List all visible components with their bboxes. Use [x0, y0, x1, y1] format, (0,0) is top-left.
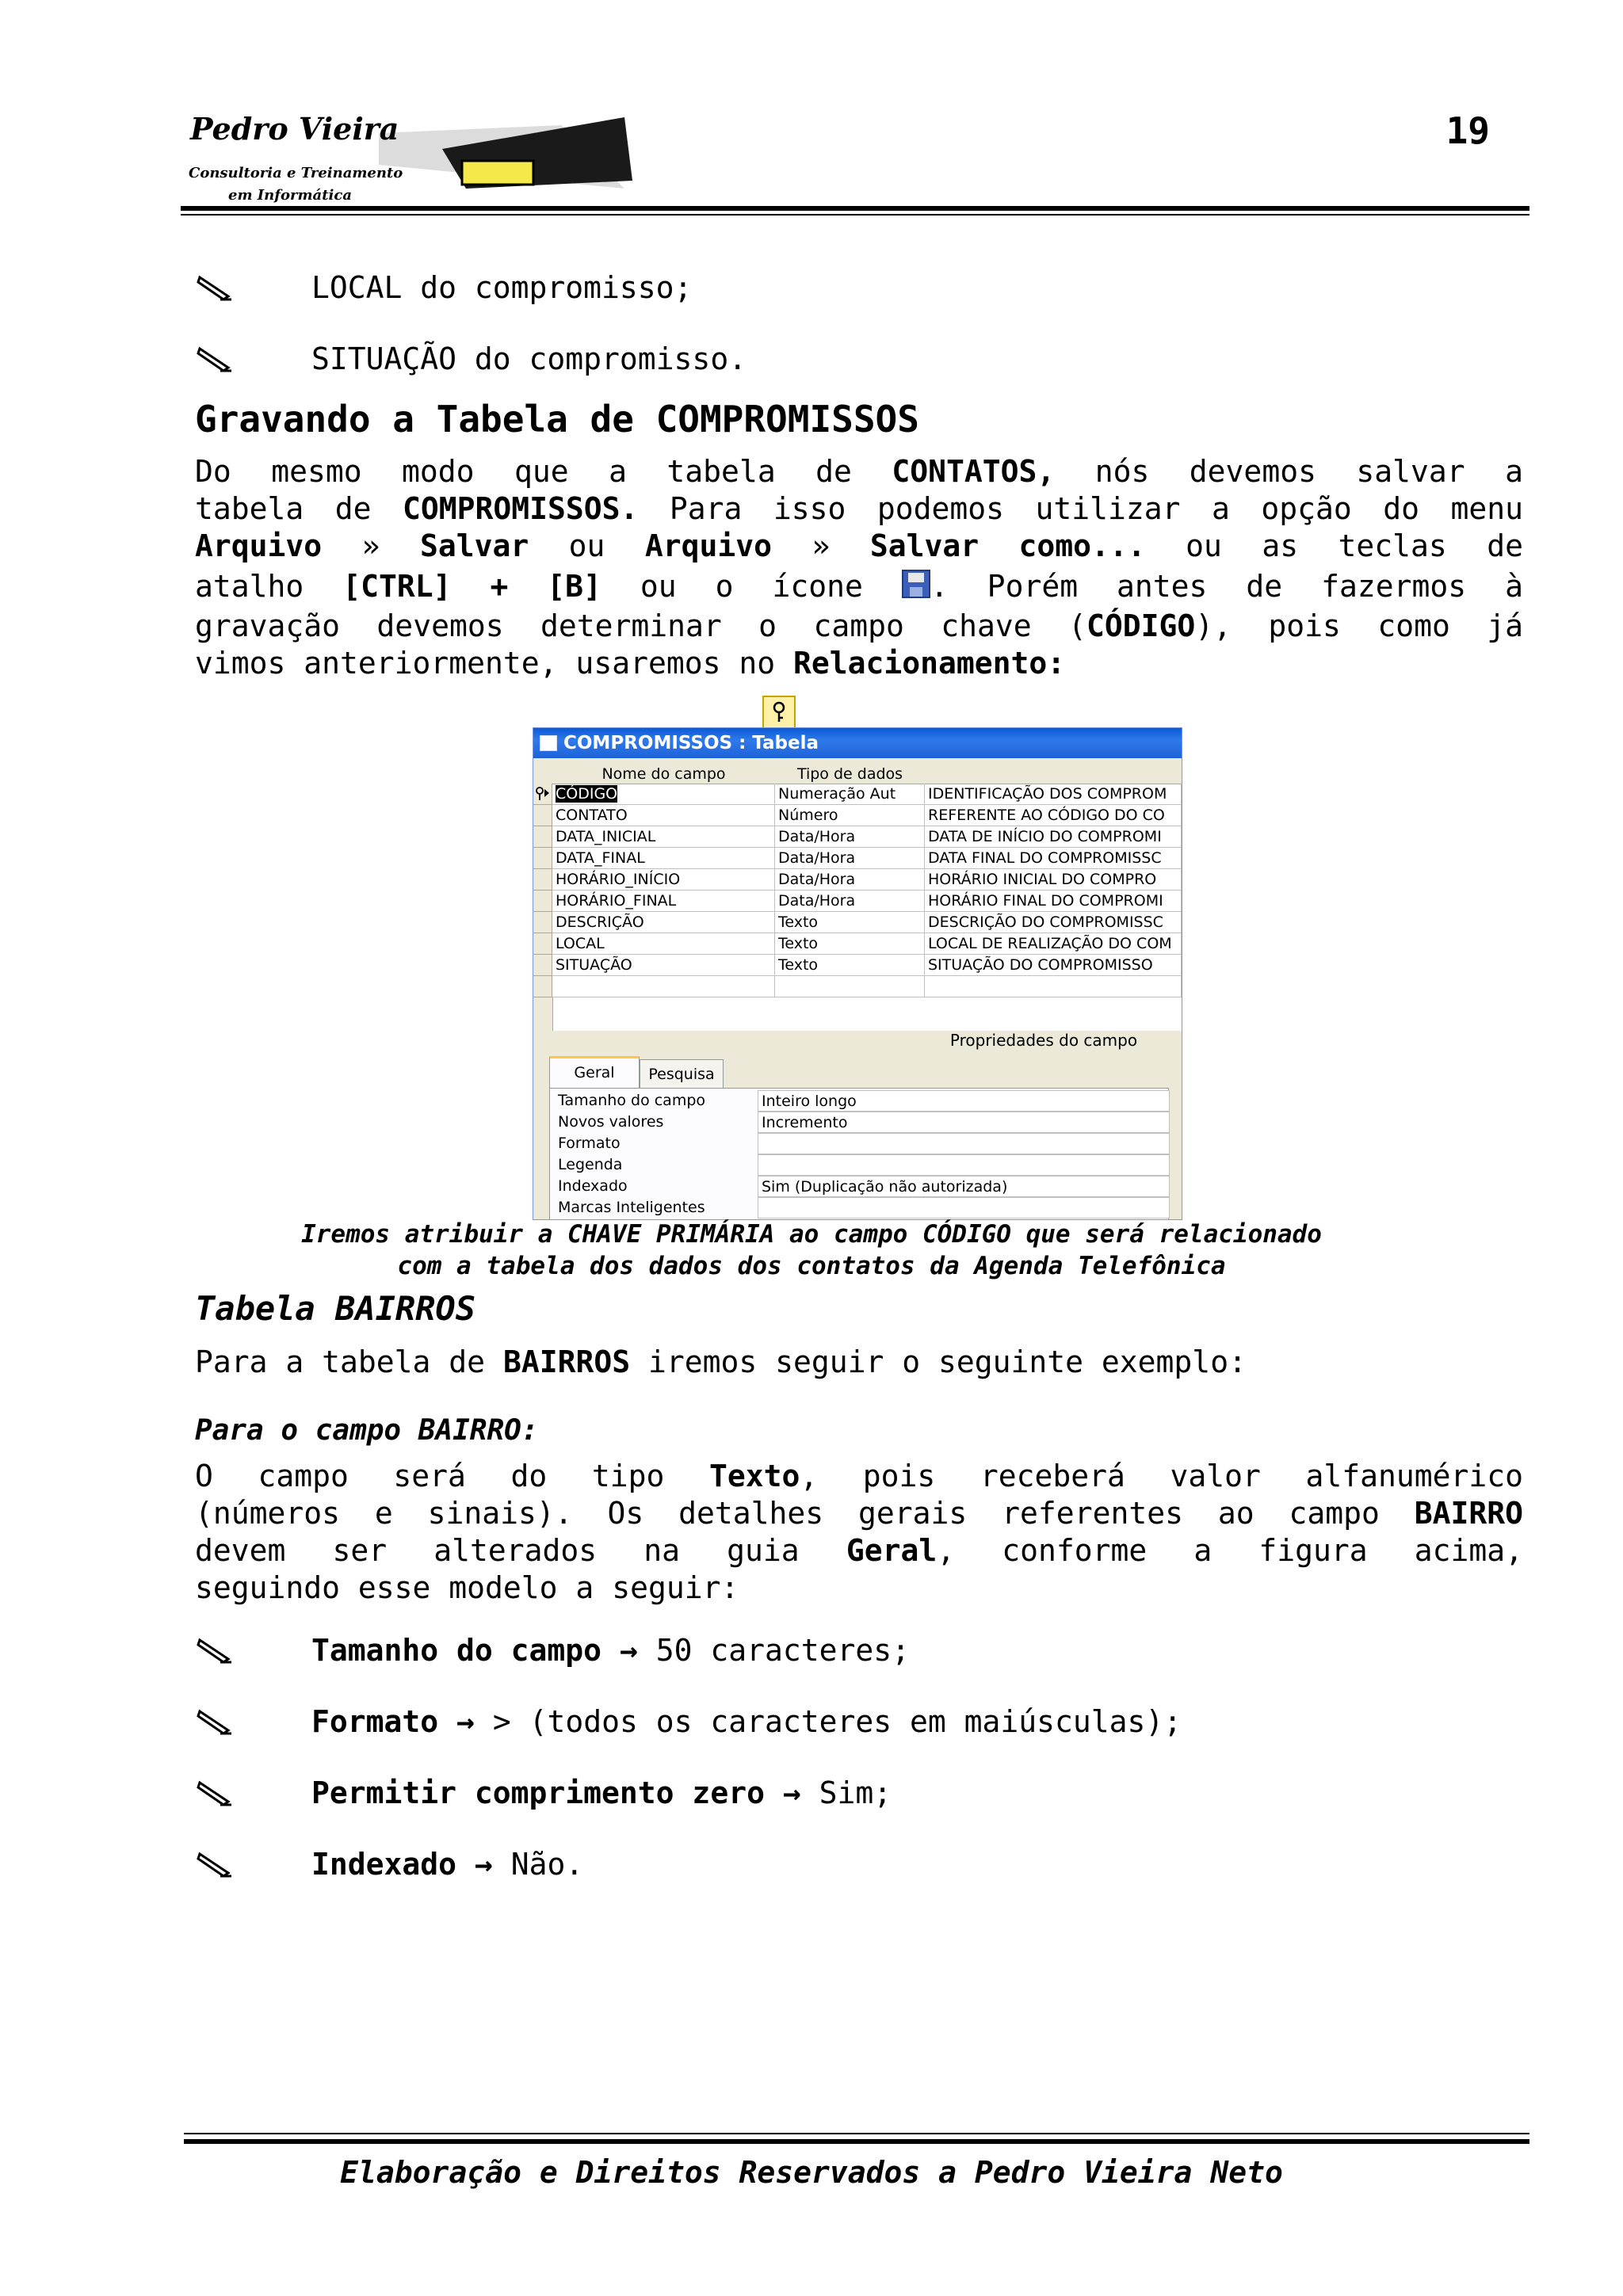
description-cell[interactable]: DESCRIÇÃO DO COMPROMISSC [925, 912, 1182, 933]
bullet-item [197, 1707, 235, 1741]
property-value[interactable] [758, 1154, 1170, 1176]
row-selector[interactable] [533, 848, 552, 869]
arrow-right-icon: → [474, 1847, 493, 1882]
figure-caption [206, 1219, 1417, 1282]
field-properties-title: Propriedades do campo [949, 1031, 1138, 1050]
row-selector[interactable] [533, 805, 552, 826]
bullet-text: LOCAL do compromisso; [311, 270, 693, 305]
bullet-item [197, 1778, 235, 1813]
description-cell[interactable]: DATA FINAL DO COMPROMISSC [925, 848, 1182, 869]
field-name-cell[interactable]: HORÁRIO_FINAL [552, 891, 775, 912]
data-type-cell[interactable]: Texto [775, 912, 925, 933]
properties-tabs [549, 1059, 1182, 1219]
row-selector[interactable] [533, 933, 552, 955]
description-cell[interactable]: DATA DE INÍCIO DO COMPROMI [925, 826, 1182, 848]
paragraph [195, 453, 1523, 682]
data-type-cell[interactable]: Data/Hora [775, 826, 925, 848]
bullet-text: Tamanho do campo → 50 caracteres; [311, 1633, 910, 1668]
arrow-right-icon: → [456, 1704, 475, 1739]
field-name-cell[interactable]: CONTATO [552, 805, 775, 826]
logo-name: Pedro Vieira [190, 111, 399, 147]
data-type-cell[interactable]: Data/Hora [775, 869, 925, 891]
footer-rule-thin [184, 2133, 1529, 2134]
field-name-cell[interactable]: DATA_INICIAL [552, 826, 775, 848]
data-type-cell[interactable]: Texto [775, 933, 925, 955]
paragraph-line: atalho [CTRL] + [B] ou o ícone . Porém antes de fazermos à [195, 569, 1523, 604]
logo-tagline-1: Consultoria e Treinamento [189, 165, 403, 181]
access-table-design-window[interactable] [533, 727, 1182, 1220]
data-type-cell[interactable]: Data/Hora [775, 848, 925, 869]
property-label: Formato [558, 1135, 621, 1152]
paragraph [195, 1458, 1523, 1607]
pencil-icon [197, 273, 235, 304]
property-value[interactable] [758, 1133, 1170, 1154]
field-name-cell[interactable]: SITUAÇÃO [552, 955, 775, 976]
general-properties-panel [549, 1088, 1169, 1220]
row-selector[interactable] [533, 891, 552, 912]
pencil-icon [197, 1707, 235, 1738]
paragraph-line: vimos anteriormente, usaremos no Relacionamento: [195, 646, 1066, 681]
property-label: Tamanho do campo [558, 1092, 706, 1109]
row-selector[interactable] [533, 826, 552, 848]
section-heading: Gravando a Tabela de COMPROMISSOS [195, 398, 919, 441]
bullet-item [197, 273, 235, 307]
column-header-field-name[interactable]: Nome do campo [552, 765, 776, 784]
data-type-cell[interactable]: Texto [775, 955, 925, 976]
key-icon [533, 784, 551, 803]
field-name-cell[interactable]: LOCAL [552, 933, 775, 955]
subheading: Para o campo BAIRRO: [195, 1414, 539, 1447]
empty-cell[interactable] [775, 976, 925, 997]
paragraph-line: tabela de COMPROMISSOS. Para isso podemos utilizar a opção do menu [195, 491, 1523, 526]
row-selector[interactable] [533, 912, 552, 933]
bullet-text: SITUAÇÃO do compromisso. [311, 341, 747, 376]
field-name-cell[interactable]: DATA_FINAL [552, 848, 775, 869]
property-value[interactable]: Incremento [758, 1112, 1170, 1133]
pencil-icon [197, 1849, 235, 1881]
page-number: 19 [1445, 109, 1490, 152]
pencil-icon [197, 344, 235, 376]
row-selector-empty[interactable] [533, 976, 552, 997]
caption-line: com a tabela dos dados dos contatos da Agenda Telefônica [397, 1252, 1226, 1280]
field-name-cell[interactable]: DESCRIÇÃO [552, 912, 775, 933]
grid-left-border [533, 997, 553, 1031]
footer-rule [184, 2139, 1529, 2144]
bullet-text: Indexado → Não. [311, 1847, 584, 1882]
data-type-cell[interactable]: Data/Hora [775, 891, 925, 912]
empty-cell[interactable] [552, 976, 775, 997]
primary-key-callout [762, 696, 796, 729]
company-logo [181, 101, 640, 212]
row-selector[interactable] [533, 955, 552, 976]
description-cell[interactable]: IDENTIFICAÇÃO DOS COMPROM [925, 784, 1182, 805]
bullet-text: Permitir comprimento zero → Sim; [311, 1775, 892, 1810]
paragraph-line: Arquivo » Salvar ou Arquivo » Salvar como... ou as teclas de [195, 528, 1524, 563]
property-value[interactable]: Sim (Duplicação não autorizada) [758, 1176, 1170, 1197]
property-label: Legenda [558, 1156, 623, 1173]
arrow-right-icon: → [619, 1633, 638, 1668]
description-cell[interactable]: SITUAÇÃO DO COMPROMISSO [925, 955, 1182, 976]
footer-copyright: Elaboração e Direitos Reservados a Pedro Vieira Neto [340, 2155, 1283, 2190]
field-grid[interactable] [533, 765, 1182, 1031]
property-value[interactable] [758, 1197, 1170, 1219]
window-title: COMPROMISSOS : Tabela [563, 733, 819, 753]
row-selector-key[interactable] [533, 784, 552, 805]
property-label: Novos valores [558, 1113, 664, 1131]
table-icon [540, 735, 557, 751]
paragraph-line: seguindo esse modelo a seguir: [195, 1570, 739, 1605]
data-type-cell[interactable]: Numeração Aut [775, 784, 925, 805]
arrow-right-icon: → [782, 1775, 801, 1810]
tab-geral[interactable]: Geral [549, 1056, 640, 1089]
field-name-cell[interactable]: HORÁRIO_INÍCIO [552, 869, 775, 891]
row-selector[interactable] [533, 869, 552, 891]
bullet-text: Formato → > (todos os caracteres em maiúsculas); [311, 1704, 1182, 1739]
section-heading: Tabela BAIRROS [195, 1289, 476, 1328]
column-header-data-type[interactable]: Tipo de dados [775, 765, 926, 784]
logo-tagline-2: em Informática [228, 187, 352, 204]
tab-pesquisa[interactable]: Pesquisa [640, 1059, 724, 1089]
caption-line: Iremos atribuir a CHAVE PRIMÁRIA ao campo CÓDIGO que será relacionado [301, 1220, 1322, 1249]
description-cell[interactable]: HORÁRIO FINAL DO COMPROMI [925, 891, 1182, 912]
bullet-item [197, 344, 235, 379]
paragraph-line: Do mesmo modo que a tabela de CONTATOS, nós devemos salvar a [195, 454, 1523, 489]
intro-text: Para a tabela de BAIRROS iremos seguir o seguinte exemplo: [195, 1344, 1247, 1379]
pencil-icon [197, 1635, 235, 1667]
paragraph-line: (números e sinais). Os detalhes gerais referentes ao campo BAIRRO [195, 1496, 1523, 1531]
header-rule [181, 206, 1529, 211]
empty-cell[interactable] [925, 976, 1182, 997]
paragraph-line: O campo será do tipo Texto, pois receberá valor alfanumérico [195, 1459, 1523, 1493]
description-cell[interactable]: HORÁRIO INICIAL DO COMPRO [925, 869, 1182, 891]
paragraph-line: devem ser alterados na guia Geral, conforme a figura acima, [195, 1533, 1524, 1568]
column-header-description[interactable] [925, 765, 1182, 784]
property-label: Marcas Inteligentes [558, 1199, 705, 1216]
description-cell[interactable]: REFERENTE AO CÓDIGO DO CO [925, 805, 1182, 826]
paragraph-line: gravação devemos determinar o campo chave (CÓDIGO), pois como já [195, 608, 1523, 643]
property-label: Indexado [558, 1177, 628, 1195]
floppy-disk-icon [902, 570, 930, 598]
pencil-icon [197, 1778, 235, 1810]
window-titlebar[interactable] [533, 728, 1182, 758]
bullet-item [197, 1849, 235, 1884]
property-value[interactable]: Inteiro longo [758, 1090, 1170, 1112]
field-name-cell[interactable]: CÓDIGO [552, 784, 775, 805]
description-cell[interactable]: LOCAL DE REALIZAÇÃO DO COM [925, 933, 1182, 955]
data-type-cell[interactable]: Número [775, 805, 925, 826]
key-icon [764, 697, 794, 727]
header-rule-thin [181, 214, 1529, 215]
column-header-corner [533, 765, 553, 784]
bullet-item [197, 1635, 235, 1670]
